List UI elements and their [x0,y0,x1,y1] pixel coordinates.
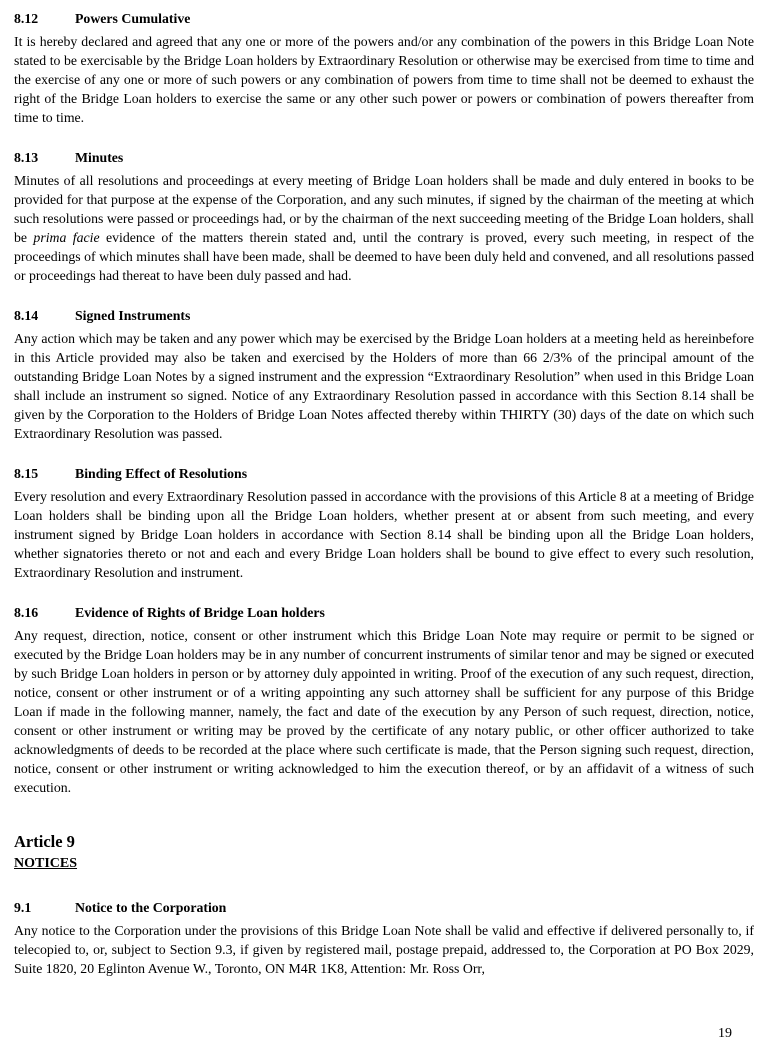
section-number: 8.13 [14,150,39,165]
section-body [14,171,754,285]
section-number: 8.12 [14,11,39,26]
section-title: Binding Effect of Resolutions [75,466,248,481]
section-8-16 [14,603,754,797]
section-body: Any action which may be taken and any power which may be exercised by the Bridge Loan holders at a meeting held as hereinbefore in this Article provided may also be taken and exercised by the Holders of more than 66 2/3% of the principal amount of the outstanding Bridge Loan Notes by a signed instrument and the expression “Extraordinary Resolution” when used in this Bridge Loan shall include an instrument so signed. Notice of any Extraordinary Resolution passed in accordance with this Section 8.14 shall be given by the Corporation to the Holders of Bridge Loan Notes affected thereby within THIRTY (30) days of the date on which such Extraordinary Resolution was passed. [14,331,754,441]
section-8-12 [14,9,754,127]
article-title: Article 9 [14,832,75,851]
section-number: 9.1 [14,900,32,915]
section-body: Every resolution and every Extraordinary Resolution passed in accordance with the provisions of this Article 8 at a meeting of Bridge Loan holders shall be binding upon all the Bridge Loan holders, whether present at or absent from such meeting, and every instrument signed by Bridge Loan holders in accordance with Section 8.14 shall be binding upon all the Bridge Loan holders, whether signatories thereto or not and each and every Bridge Loan holders shall be bound to give effect to every such resolution, Extraordinary Resolution and instrument. [14,489,754,580]
section-8-13 [14,148,754,285]
section-title: Notice to the Corporation [75,900,227,915]
article-subtitle: NOTICES [14,856,78,871]
section-9-1 [14,898,754,978]
section-heading [14,464,754,483]
section-title: Powers Cumulative [75,11,191,26]
section-8-14 [14,306,754,443]
article-9-block [14,831,754,873]
section-heading [14,306,754,325]
section-title: Evidence of Rights of Bridge Loan holders [75,605,325,620]
section-heading [14,603,754,622]
section-heading [14,148,754,167]
section-number: 8.15 [14,466,39,481]
section-title: Minutes [75,150,124,165]
body-segment: Minutes of all resolutions and proceedings at every meeting of Bridge Loan holders shall be made and duly entered in books to be provided for that purpose at the expense of the Corporation, and any such minutes, if signed by the chairman of the meeting at which such resolutions were passed or proceedings had, or by the chairman of the next succeeding meeting of the Bridge Loan holders, shall be [14,173,754,245]
section-body: It is hereby declared and agreed that any one or more of the powers and/or any combination of the powers in this Bridge Loan Note stated to be exercisable by the Bridge Loan holders by Extraordinary Resolution or otherwise may be exercised from time to time and the exercise of any one or more of such powers or any combination of powers from time to time shall not be deemed to exhaust the right of the Bridge Loan holders to exercise the same or any other such power or powers or combination of powers thereafter from time to time. [14,34,754,125]
section-heading [14,9,754,28]
section-body: Any request, direction, notice, consent or other instrument which this Bridge Loan Note may require or permit to be signed or executed by the Bridge Loan holders may be in any number of concurrent instruments of similar tenor and may be signed or executed by such Bridge Loan holders in person or by attorney duly appointed in writing. Proof of the execution of any such request, direction, notice, consent or other instrument or of a writing appointing any such attorney shall be sufficient for any purpose of this Bridge Loan if made in the following manner, namely, the fact and date of the execution by any Person of such request, direction, notice, consent or other instrument or writing may be proved by the certificate of any notary public, or other officer authorized to take acknowledgments of deeds to be recorded at the place where such certificate is made, that the Person signing such request, direction, notice, consent or other instrument or writing acknowledged to him the execution thereof, or by an affidavit of a witness of such execution. [14,628,754,795]
section-heading [14,898,754,917]
section-8-15 [14,464,754,582]
body-segment-italic: prima facie [33,230,100,245]
section-title: Signed Instruments [75,308,191,323]
section-number: 8.14 [14,308,39,323]
section-body: Any notice to the Corporation under the provisions of this Bridge Loan Note shall be valid and effective if delivered personally to, if telecopied to, or, subject to Section 9.3, if given by registered mail, postage prepaid, addressed to, the Corporation at PO Box 2029, Suite 1820, 20 Eglinton Avenue W., Toronto, ON M4R 1K8, Attention: Mr. Ross Orr, [14,923,754,976]
section-number: 8.16 [14,605,39,620]
body-segment: evidence of the matters therein stated and, until the contrary is proved, every such meeting, in respect of the proceedings of which minutes shall have been made, shall be deemed to have been duly held and convened, and all resolutions passed or proceedings had thereat to have been duly passed and had. [14,230,754,283]
page-number: 19 [718,1026,732,1041]
